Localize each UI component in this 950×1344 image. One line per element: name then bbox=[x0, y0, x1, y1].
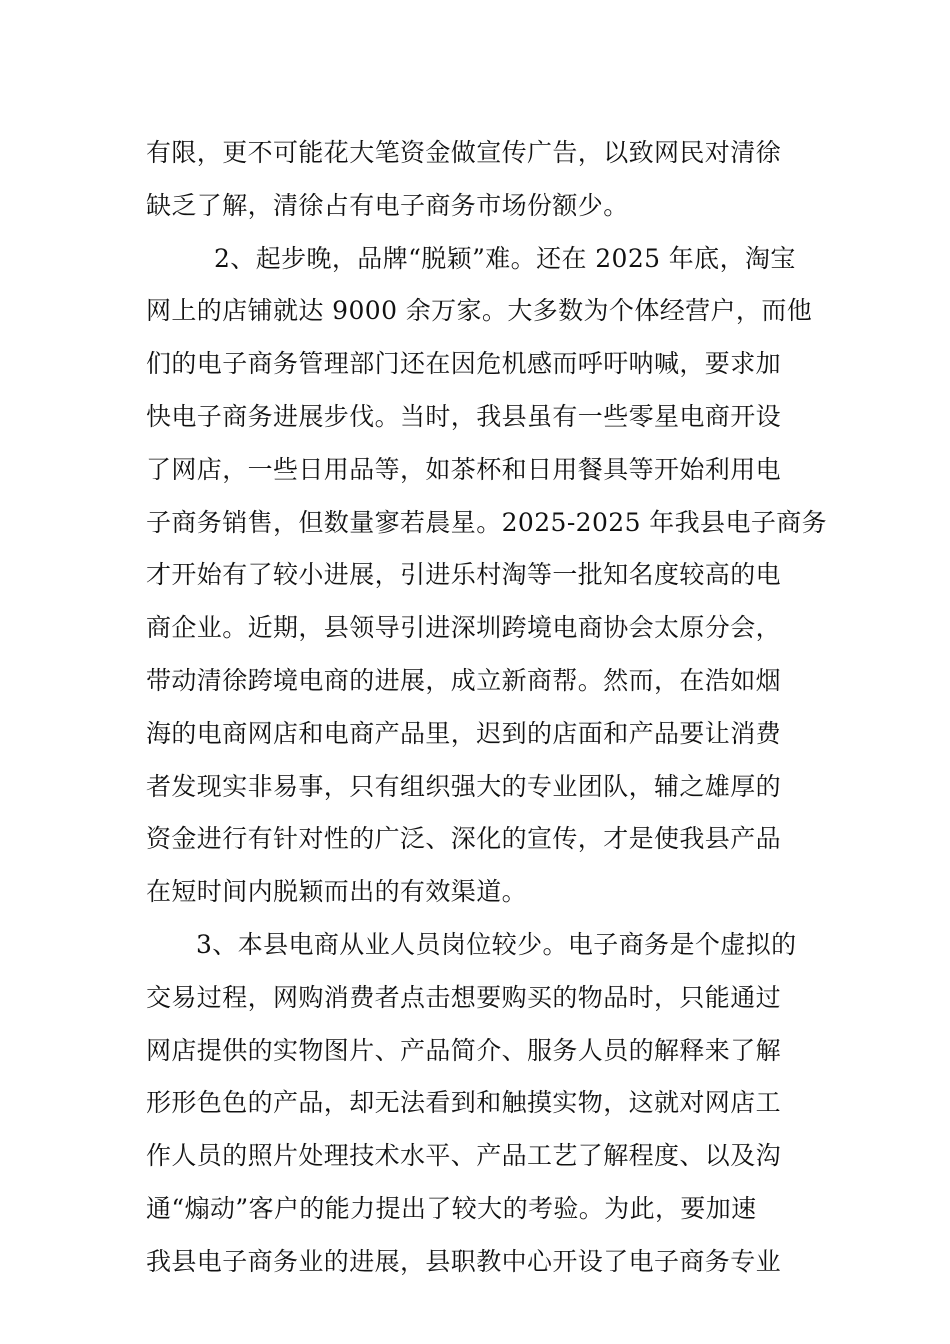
text-line: 缺乏了解，清徐占有电子商务市场份额少。 bbox=[146, 190, 629, 220]
text-line: 资金进行有针对性的广泛、深化的宣传，才是使我县产品 bbox=[146, 824, 782, 854]
text-line: 们的电子商务管理部门还在因危机感而呼吁呐喊，要求加 bbox=[146, 349, 782, 379]
text-line: 形形色色的产品，却无法看到和触摸实物，这就对网店工 bbox=[146, 1088, 782, 1118]
text-line: 才开始有了较小进展，引进乐村淘等一批知名度较高的电 bbox=[146, 560, 782, 590]
text-line: 在短时间内脱颖而出的有效渠道。 bbox=[146, 877, 528, 907]
text-line: 通“煽动”客户的能力提出了较大的考验。为此，要加速 bbox=[146, 1193, 757, 1223]
text-line: 我县电子商务业的进展，县职教中心开设了电子商务专业 bbox=[146, 1246, 782, 1276]
text-line: 商企业。近期，县领导引进深圳跨境电商协会太原分会， bbox=[146, 613, 782, 643]
text-line: 海的电商网店和电商产品里，迟到的店面和产品要让消费 bbox=[146, 718, 782, 748]
text-line: 作人员的照片处理技术水平、产品工艺了解程度、以及沟 bbox=[146, 1141, 782, 1171]
body-text bbox=[146, 127, 828, 1289]
text-line: 子商务销售，但数量寥若晨星。2025-2025 年我县电子商务 bbox=[146, 507, 828, 537]
text-line: 网店提供的实物图片、产品简介、服务人员的解释来了解 bbox=[146, 1035, 782, 1065]
paragraph-3-first-line: 3、本县电商从业人员岗位较少。电子商务是个虚拟的 bbox=[196, 929, 797, 959]
text-line: 带动清徐跨境电商的进展，成立新商帮。然而，在浩如烟 bbox=[146, 665, 782, 695]
paragraph-2-first-line: 2、起步晚，品牌“脱颖”难。还在 2025 年底，淘宝 bbox=[214, 243, 796, 273]
text-line: 网上的店铺就达 9000 余万家。大多数为个体经营户，而他 bbox=[146, 296, 813, 326]
text-line: 者发现实非易事，只有组织强大的专业团队，辅之雄厚的 bbox=[146, 771, 782, 801]
text-line: 快电子商务进展步伐。当时，我县虽有一些零星电商开设 bbox=[146, 401, 782, 431]
text-line: 了网店，一些日用品等，如茶杯和日用餐具等开始利用电 bbox=[146, 454, 782, 484]
text-line: 有限，更不可能花大笔资金做宣传广告，以致网民对清徐 bbox=[146, 138, 782, 167]
text-line: 交易过程，网购消费者点击想要购买的物品时，只能通过 bbox=[146, 982, 782, 1012]
